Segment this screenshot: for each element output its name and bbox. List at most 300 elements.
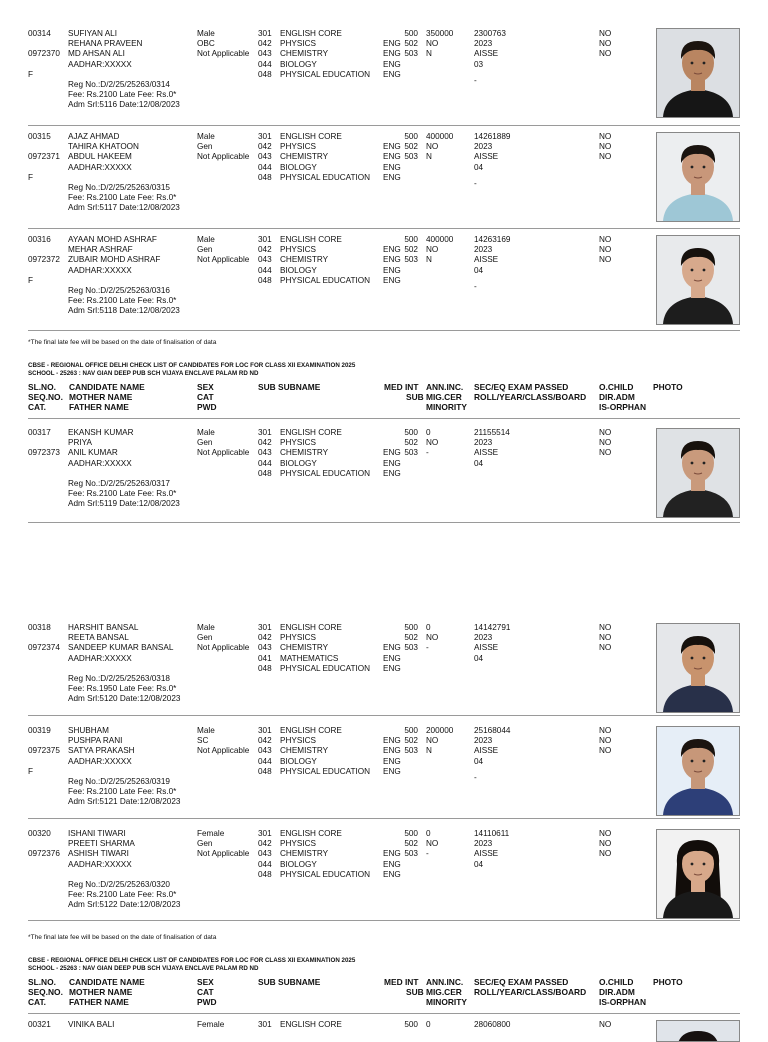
candidate-photo (656, 428, 740, 518)
sequence-number: 0972373 (28, 448, 60, 458)
registration-number: Reg No.:D/2/25/25263/0318 (68, 674, 170, 683)
ochild-value: NO (599, 1020, 612, 1029)
column-header-income: ANN.INC. (426, 382, 464, 392)
subject-code: 301 (258, 29, 272, 38)
annual-income-value: N (426, 49, 432, 59)
sec-exam-value: AISSE (474, 152, 499, 162)
internal-sub-code: 502 (404, 245, 418, 255)
category-code: F (28, 766, 34, 776)
subject-name: ENGLISH CORE (280, 132, 342, 141)
serial-number: 00319 (28, 726, 51, 735)
subject-code: 048 (258, 69, 272, 79)
subject-name: ENGLISH CORE (280, 726, 342, 735)
annual-income-value: NO (426, 839, 439, 849)
annual-income-value: 400000 (426, 235, 454, 244)
column-header-income: MINORITY (426, 402, 467, 412)
column-header-sex: PWD (197, 997, 217, 1007)
subject-code: 043 (258, 849, 272, 859)
internal-sub-code: 502 (404, 736, 418, 746)
sex-value: Male (197, 132, 215, 141)
sec-exam-value: 04 (474, 653, 484, 663)
annual-income-value: 0 (426, 623, 431, 632)
subject-code: 043 (258, 746, 272, 756)
annual-income-value: N (426, 152, 432, 162)
internal-sub-code: 503 (404, 255, 418, 265)
sec-exam-value: 04 (474, 162, 484, 172)
ochild-value: NO (599, 726, 612, 735)
ochild-value: NO (599, 849, 612, 859)
subject-code: 043 (258, 255, 272, 265)
pwd-value: Not Applicable (197, 643, 250, 653)
subject-name: PHYSICAL EDUCATION (280, 766, 371, 776)
category-value: Gen (197, 142, 213, 152)
ochild-value: NO (599, 746, 612, 756)
serial-number: 00317 (28, 428, 51, 437)
row-divider (28, 228, 740, 229)
sec-exam-value: 2023 (474, 438, 493, 448)
report-title: CBSE - REGIONAL OFFICE DELHI CHECK LIST OF CANDIDATES FOR LOC FOR CLASS XII EXAMINATION 2025 (28, 957, 356, 964)
candidate-photo (656, 132, 740, 222)
column-header-slno: SEQ.NO. (28, 392, 63, 402)
subject-code: 042 (258, 39, 272, 49)
subject-medium: ENG (383, 275, 401, 285)
category-code: F (28, 172, 34, 182)
subject-medium: ENG (383, 448, 401, 458)
fee-details: Fee: Rs.1950 Late Fee: Rs.0* (68, 684, 177, 694)
category-value: Gen (197, 839, 213, 849)
pwd-value: Not Applicable (197, 255, 250, 265)
subject-code: 042 (258, 245, 272, 255)
subject-code: 048 (258, 275, 272, 285)
column-header-photo: PHOTO (653, 382, 683, 392)
subject-name: PHYSICS (280, 633, 316, 643)
subject-code: 044 (258, 458, 272, 468)
subject-code: 043 (258, 152, 272, 162)
sec-exam-value: AISSE (474, 255, 499, 265)
subject-medium: ENG (383, 736, 401, 746)
sequence-number: 0972376 (28, 849, 60, 859)
aadhar-number: AADHAR:XXXXX (68, 162, 132, 172)
father-name: SATYA PRAKASH (68, 746, 135, 756)
serial-number: 00320 (28, 829, 51, 838)
column-header-candidate: MOTHER NAME (69, 987, 133, 997)
subject-name: PHYSICAL EDUCATION (280, 663, 371, 673)
serial-number: 00314 (28, 29, 51, 38)
registration-number: Reg No.:D/2/25/25263/0315 (68, 183, 170, 192)
father-name: ABDUL HAKEEM (68, 152, 132, 162)
sec-exam-value: 25168044 (474, 726, 511, 735)
candidate-photo (656, 829, 740, 919)
fee-details: Fee: Rs.2100 Late Fee: Rs.0* (68, 193, 177, 203)
subject-name: PHYSICAL EDUCATION (280, 172, 371, 182)
ochild-value: NO (599, 152, 612, 162)
subject-name: ENGLISH CORE (280, 428, 342, 437)
father-name: SANDEEP KUMAR BANSAL (68, 643, 174, 653)
candidate-name: HARSHIT BANSAL (68, 623, 139, 632)
mother-name: REETA BANSAL (68, 633, 129, 643)
column-header-ochild: IS-ORPHAN (599, 997, 646, 1007)
subject-code: 044 (258, 162, 272, 172)
father-name: ZUBAIR MOHD ASHRAF (68, 255, 161, 265)
sequence-number: 0972371 (28, 152, 60, 162)
subject-name: PHYSICAL EDUCATION (280, 275, 371, 285)
column-header-subject: SUB SUBNAME (258, 382, 321, 392)
column-header-sex: CAT (197, 987, 214, 997)
mother-name: TAHIRA KHATOON (68, 142, 139, 152)
internal-sub-code: 503 (404, 152, 418, 162)
subject-name: CHEMISTRY (280, 255, 329, 265)
subject-code: 048 (258, 766, 272, 776)
ochild-value: NO (599, 29, 612, 38)
column-header-income: MIG.CER (426, 987, 462, 997)
internal-sub-code: 500 (404, 1020, 418, 1029)
candidate-photo (656, 235, 740, 325)
admission-serial: Adm Srl:5120 Date:12/08/2023 (68, 694, 181, 704)
ochild-value: NO (599, 245, 612, 255)
column-header-sex: SEX (197, 382, 214, 392)
candidate-name: EKANSH KUMAR (68, 428, 134, 437)
subject-name: BIOLOGY (280, 59, 317, 69)
column-header-slno: SEQ.NO. (28, 987, 63, 997)
subject-name: CHEMISTRY (280, 746, 329, 756)
subject-medium: ENG (383, 643, 401, 653)
father-name: MD AHSAN ALI (68, 49, 125, 59)
internal-sub-code: 500 (404, 829, 418, 838)
internal-sub-code: 500 (404, 428, 418, 437)
subject-code: 042 (258, 736, 272, 746)
candidate-name: SHUBHAM (68, 726, 109, 735)
sec-exam-value: - (474, 178, 477, 188)
ochild-value: NO (599, 736, 612, 746)
sex-value: Male (197, 726, 215, 735)
header-divider (28, 418, 740, 419)
subject-medium: ENG (383, 39, 401, 49)
admission-serial: Adm Srl:5116 Date:12/08/2023 (68, 100, 180, 110)
internal-sub-code: 503 (404, 849, 418, 859)
pwd-value: Not Applicable (197, 448, 250, 458)
subject-code: 043 (258, 448, 272, 458)
sec-exam-value: 04 (474, 265, 484, 275)
column-header-sec-exam: SEC/EQ EXAM PASSED (474, 382, 569, 392)
school-line: SCHOOL - 25263 : NAV GIAN DEEP PUB SCH VIJAYA ENCLAVE PALAM RD ND (28, 370, 259, 377)
subject-code: 044 (258, 59, 272, 69)
subject-name: PHYSICS (280, 736, 316, 746)
internal-sub-code: 502 (404, 142, 418, 152)
subject-medium: ENG (383, 172, 401, 182)
subject-medium: ENG (383, 746, 401, 756)
subject-code: 048 (258, 869, 272, 879)
admission-serial: Adm Srl:5119 Date:12/08/2023 (68, 499, 180, 509)
fee-details: Fee: Rs.2100 Late Fee: Rs.0* (68, 296, 177, 306)
column-header-income: ANN.INC. (426, 977, 464, 987)
subject-name: CHEMISTRY (280, 643, 329, 653)
sec-exam-value: 03 (474, 59, 484, 69)
column-header-medint: MED INT (384, 382, 419, 392)
subject-name: ENGLISH CORE (280, 1020, 342, 1029)
serial-number: 00321 (28, 1020, 51, 1029)
subject-code: 043 (258, 643, 272, 653)
category-value: Gen (197, 438, 213, 448)
pwd-value: Not Applicable (197, 49, 250, 59)
subject-medium: ENG (383, 245, 401, 255)
subject-name: ENGLISH CORE (280, 829, 342, 838)
ochild-value: NO (599, 235, 612, 244)
serial-number: 00316 (28, 235, 51, 244)
internal-sub-code: 502 (404, 438, 418, 448)
mother-name: REHANA PRAVEEN (68, 39, 143, 49)
annual-income-value: NO (426, 245, 439, 255)
serial-number: 00315 (28, 132, 51, 141)
registration-number: Reg No.:D/2/25/25263/0319 (68, 777, 170, 786)
sec-exam-value: 2023 (474, 39, 493, 49)
sec-exam-value: 2023 (474, 839, 493, 849)
internal-sub-code: 502 (404, 633, 418, 643)
subject-medium: ENG (383, 69, 401, 79)
column-header-sec-exam: ROLL/YEAR/CLASS/BOARD (474, 392, 587, 402)
internal-sub-code: 500 (404, 132, 418, 141)
subject-medium: ENG (383, 255, 401, 265)
internal-sub-code: 503 (404, 746, 418, 756)
subject-medium: ENG (383, 653, 401, 663)
column-header-candidate: CANDIDATE NAME (69, 977, 145, 987)
fee-details: Fee: Rs.2100 Late Fee: Rs.0* (68, 489, 177, 499)
registration-number: Reg No.:D/2/25/25263/0316 (68, 286, 170, 295)
late-fee-footnote: *The final late fee will be based on the date of finalisation of data (28, 339, 217, 346)
subject-code: 301 (258, 428, 272, 437)
sec-exam-value: 14263169 (474, 235, 511, 244)
subject-name: PHYSICAL EDUCATION (280, 69, 371, 79)
category-value: Gen (197, 633, 213, 643)
ochild-value: NO (599, 49, 612, 59)
subject-medium: ENG (383, 766, 401, 776)
admission-serial: Adm Srl:5118 Date:12/08/2023 (68, 306, 180, 316)
sequence-number: 0972375 (28, 746, 60, 756)
sec-exam-value: 28060800 (474, 1020, 511, 1029)
admission-serial: Adm Srl:5122 Date:12/08/2023 (68, 900, 181, 910)
sec-exam-value: AISSE (474, 849, 499, 859)
column-header-medint: MED INT (384, 977, 419, 987)
annual-income-value: N (426, 255, 432, 265)
subject-name: PHYSICS (280, 142, 316, 152)
serial-number: 00318 (28, 623, 51, 632)
internal-sub-code: 502 (404, 39, 418, 49)
sex-value: Female (197, 1020, 225, 1029)
subject-name: CHEMISTRY (280, 448, 329, 458)
candidate-photo (656, 28, 740, 118)
sequence-number: 0972370 (28, 49, 60, 59)
row-divider (28, 522, 740, 523)
category-value: OBC (197, 39, 215, 49)
annual-income-value: - (426, 643, 429, 653)
fee-details: Fee: Rs.2100 Late Fee: Rs.0* (68, 890, 177, 900)
subject-code: 301 (258, 132, 272, 141)
subject-code: 301 (258, 235, 272, 244)
column-header-ochild: O.CHILD (599, 382, 634, 392)
candidate-photo (656, 1020, 740, 1042)
sec-exam-value: - (474, 281, 477, 291)
sec-exam-value: AISSE (474, 643, 499, 653)
subject-medium: ENG (383, 49, 401, 59)
annual-income-value: NO (426, 633, 439, 643)
sec-exam-value: - (474, 772, 477, 782)
sequence-number: 0972372 (28, 255, 60, 265)
subject-medium: ENG (383, 756, 401, 766)
annual-income-value: NO (426, 438, 439, 448)
header-divider (28, 1013, 740, 1014)
subject-code: 044 (258, 756, 272, 766)
annual-income-value: 0 (426, 428, 431, 437)
sec-exam-value: 2023 (474, 142, 493, 152)
subject-code: 048 (258, 663, 272, 673)
subject-code: 044 (258, 265, 272, 275)
ochild-value: NO (599, 448, 612, 458)
category-code: F (28, 69, 34, 79)
internal-sub-code: 500 (404, 726, 418, 735)
subject-code: 042 (258, 633, 272, 643)
subject-name: BIOLOGY (280, 458, 317, 468)
subject-code: 301 (258, 829, 272, 838)
sec-exam-value: 14261889 (474, 132, 511, 141)
registration-number: Reg No.:D/2/25/25263/0320 (68, 880, 170, 889)
mother-name: PRIYA (68, 438, 92, 448)
subject-code: 043 (258, 49, 272, 59)
column-header-candidate: FATHER NAME (69, 402, 129, 412)
column-header-sec-exam: ROLL/YEAR/CLASS/BOARD (474, 987, 587, 997)
subject-name: BIOLOGY (280, 265, 317, 275)
sec-exam-value: AISSE (474, 746, 499, 756)
subject-medium: ENG (383, 152, 401, 162)
annual-income-value: NO (426, 142, 439, 152)
column-header-income: MINORITY (426, 997, 467, 1007)
subject-name: MATHEMATICS (280, 653, 339, 663)
aadhar-number: AADHAR:XXXXX (68, 458, 132, 468)
subject-medium: ENG (383, 468, 401, 478)
internal-sub-code: 500 (404, 623, 418, 632)
sec-exam-value: AISSE (474, 448, 499, 458)
annual-income-value: 350000 (426, 29, 454, 38)
aadhar-number: AADHAR:XXXXX (68, 756, 132, 766)
column-header-slno: CAT. (28, 402, 46, 412)
column-header-sec-exam: SEC/EQ EXAM PASSED (474, 977, 569, 987)
subject-code: 048 (258, 468, 272, 478)
sec-exam-value: 2023 (474, 245, 493, 255)
ochild-value: NO (599, 839, 612, 849)
sex-value: Male (197, 428, 215, 437)
late-fee-footnote: *The final late fee will be based on the date of finalisation of data (28, 934, 217, 941)
fee-details: Fee: Rs.2100 Late Fee: Rs.0* (68, 787, 177, 797)
ochild-value: NO (599, 428, 612, 437)
candidate-name: ISHANI TIWARI (68, 829, 126, 838)
ochild-value: NO (599, 132, 612, 141)
subject-name: ENGLISH CORE (280, 29, 342, 38)
column-header-sex: CAT (197, 392, 214, 402)
annual-income-value: 0 (426, 1020, 431, 1029)
candidate-name: VINIKA BALI (68, 1020, 115, 1029)
subject-name: BIOLOGY (280, 859, 317, 869)
mother-name: MEHAR ASHRAF (68, 245, 133, 255)
candidate-name: SUFIYAN ALI (68, 29, 117, 38)
annual-income-value: - (426, 849, 429, 859)
candidate-photo (656, 623, 740, 713)
subject-name: ENGLISH CORE (280, 623, 342, 632)
internal-sub-code: 503 (404, 49, 418, 59)
pwd-value: Not Applicable (197, 849, 250, 859)
row-divider (28, 920, 740, 921)
annual-income-value: 200000 (426, 726, 454, 735)
sec-exam-value: 04 (474, 756, 484, 766)
subject-name: PHYSICS (280, 39, 316, 49)
annual-income-value: 400000 (426, 132, 454, 141)
sec-exam-value: 14110611 (474, 829, 510, 838)
internal-sub-code: 503 (404, 643, 418, 653)
category-value: Gen (197, 245, 213, 255)
ochild-value: NO (599, 643, 612, 653)
subject-code: 042 (258, 438, 272, 448)
column-header-medint-sub: SUB (406, 987, 424, 997)
father-name: ANIL KUMAR (68, 448, 118, 458)
registration-number: Reg No.:D/2/25/25263/0317 (68, 479, 170, 488)
subject-name: CHEMISTRY (280, 152, 329, 162)
aadhar-number: AADHAR:XXXXX (68, 59, 132, 69)
candidate-name: AYAAN MOHD ASHRAF (68, 235, 157, 244)
annual-income-value: 0 (426, 829, 431, 838)
admission-serial: Adm Srl:5121 Date:12/08/2023 (68, 797, 181, 807)
internal-sub-code: 503 (404, 448, 418, 458)
ochild-value: NO (599, 255, 612, 265)
ochild-value: NO (599, 829, 612, 838)
annual-income-value: - (426, 448, 429, 458)
subject-name: BIOLOGY (280, 756, 317, 766)
subject-medium: ENG (383, 869, 401, 879)
admission-serial: Adm Srl:5117 Date:12/08/2023 (68, 203, 180, 213)
annual-income-value: NO (426, 39, 439, 49)
subject-code: 042 (258, 142, 272, 152)
column-header-slno: CAT. (28, 997, 46, 1007)
subject-name: BIOLOGY (280, 162, 317, 172)
pwd-value: Not Applicable (197, 152, 250, 162)
sec-exam-value: 14142791 (474, 623, 511, 632)
column-header-candidate: FATHER NAME (69, 997, 129, 1007)
fee-details: Fee: Rs.2100 Late Fee: Rs.0* (68, 90, 177, 100)
sec-exam-value: 2023 (474, 736, 493, 746)
mother-name: PUSHPA RANI (68, 736, 123, 746)
column-header-sex: SEX (197, 977, 214, 987)
column-header-subject: SUB SUBNAME (258, 977, 321, 987)
registration-number: Reg No.:D/2/25/25263/0314 (68, 80, 170, 89)
column-header-income: MIG.CER (426, 392, 462, 402)
mother-name: PREETI SHARMA (68, 839, 135, 849)
category-code: F (28, 275, 34, 285)
row-divider (28, 715, 740, 716)
sex-value: Female (197, 829, 225, 838)
column-header-photo: PHOTO (653, 977, 683, 987)
sec-exam-value: 04 (474, 859, 484, 869)
subject-name: PHYSICS (280, 839, 316, 849)
subject-name: PHYSICS (280, 438, 316, 448)
subject-name: PHYSICAL EDUCATION (280, 468, 371, 478)
column-header-candidate: MOTHER NAME (69, 392, 133, 402)
subject-code: 301 (258, 726, 272, 735)
annual-income-value: N (426, 746, 432, 756)
subject-medium: ENG (383, 663, 401, 673)
column-header-ochild: O.CHILD (599, 977, 634, 987)
subject-code: 041 (258, 653, 272, 663)
column-header-candidate: CANDIDATE NAME (69, 382, 145, 392)
subject-name: PHYSICAL EDUCATION (280, 869, 371, 879)
candidate-photo (656, 726, 740, 816)
internal-sub-code: 500 (404, 29, 418, 38)
category-value: SC (197, 736, 209, 746)
